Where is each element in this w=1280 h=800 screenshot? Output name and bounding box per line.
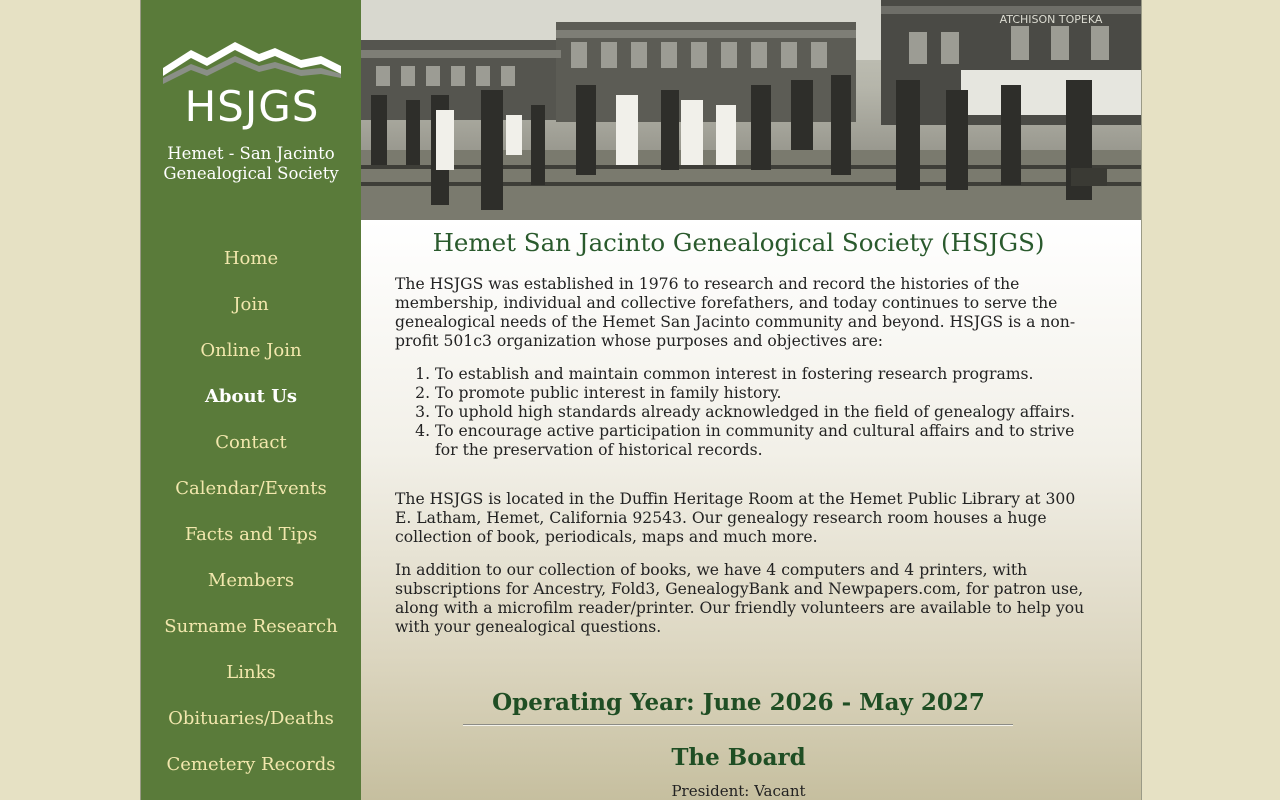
mountain-logo-icon <box>161 38 343 88</box>
page-container <box>140 0 1142 800</box>
train-station-photo <box>361 0 1141 220</box>
operating-year-heading: Operating Year: June 2026 - May 2027 <box>492 689 985 716</box>
objective-item: 2. To promote public interest in family history. <box>435 384 1095 403</box>
intro-paragraph: The HSJGS was established in 1976 to research and record the histories of the membership, individual and collective forefathers, and today continues to serve the genealogical needs of the Hemet San Jacinto community and beyond. HSJGS is a non-profit 501c3 organization whose purposes and objectives are: <box>395 275 1076 350</box>
nav-link-obituaries-deaths[interactable]: Obituaries/Deaths <box>168 708 334 729</box>
nav-link-facts-and-tips[interactable]: Facts and Tips <box>184 524 318 545</box>
site-name <box>141 144 361 184</box>
nav-link-members[interactable]: Members <box>207 570 295 591</box>
objective-item: 3. To uphold high standards already acknowledged in the field of genealogy affairs. <box>435 403 1095 422</box>
nav-link-about-us[interactable]: About Us <box>204 386 298 407</box>
about-text <box>395 275 1095 651</box>
nav-link-join[interactable]: Join <box>233 294 269 315</box>
page-title: Hemet San Jacinto Genealogical Society (HSJGS) <box>432 228 1045 257</box>
nav-link-links[interactable]: Links <box>226 662 276 683</box>
board-heading: The Board <box>671 744 806 771</box>
board-president: President: Vacant <box>671 782 806 800</box>
nav-link-calendar-events[interactable]: Calendar/Events <box>175 478 327 499</box>
resources-paragraph: In addition to our collection of books, we have 4 computers and 4 printers, with subscriptions for Ancestry, Fold3, GenealogyBank and Newpapers.com, for patron use, along with a microfilm reader/printer. Our friendly volunteers are available to help you with your genealogical questions. <box>395 561 1085 636</box>
nav-link-home[interactable]: Home <box>223 248 279 269</box>
nav-link-cemetery-records[interactable]: Cemetery Records <box>166 754 336 775</box>
sidebar <box>141 0 361 800</box>
section-divider <box>463 724 1013 726</box>
nav-link-surname-research[interactable]: Surname Research <box>164 616 338 637</box>
site-logo[interactable] <box>161 38 343 131</box>
nav-link-contact[interactable]: Contact <box>215 432 287 453</box>
logo-text: HSJGS <box>184 82 320 131</box>
nav-link-online-join[interactable]: Online Join <box>200 340 302 361</box>
main-content <box>361 220 1141 800</box>
site-name-line2: Genealogical Society <box>163 164 339 183</box>
site-name-line1: Hemet - San Jacinto <box>167 144 335 163</box>
objectives-list <box>395 365 1095 460</box>
header-banner-photo <box>361 0 1141 220</box>
location-paragraph: The HSJGS is located in the Duffin Heritage Room at the Hemet Public Library at 300 E. Latham, Hemet, California 92543. Our genealogy research room houses a huge collection of book, periodicals, maps and much more. <box>395 490 1076 546</box>
railcar-lettering: ATCHISON TOPEKA <box>999 13 1103 26</box>
objective-item: 1. To establish and maintain common interest in fostering research programs. <box>435 365 1095 384</box>
main-navigation <box>141 236 361 788</box>
objective-item: 4. To encourage active participation in community and cultural affairs and to strive for the preservation of historical records. <box>435 422 1095 460</box>
